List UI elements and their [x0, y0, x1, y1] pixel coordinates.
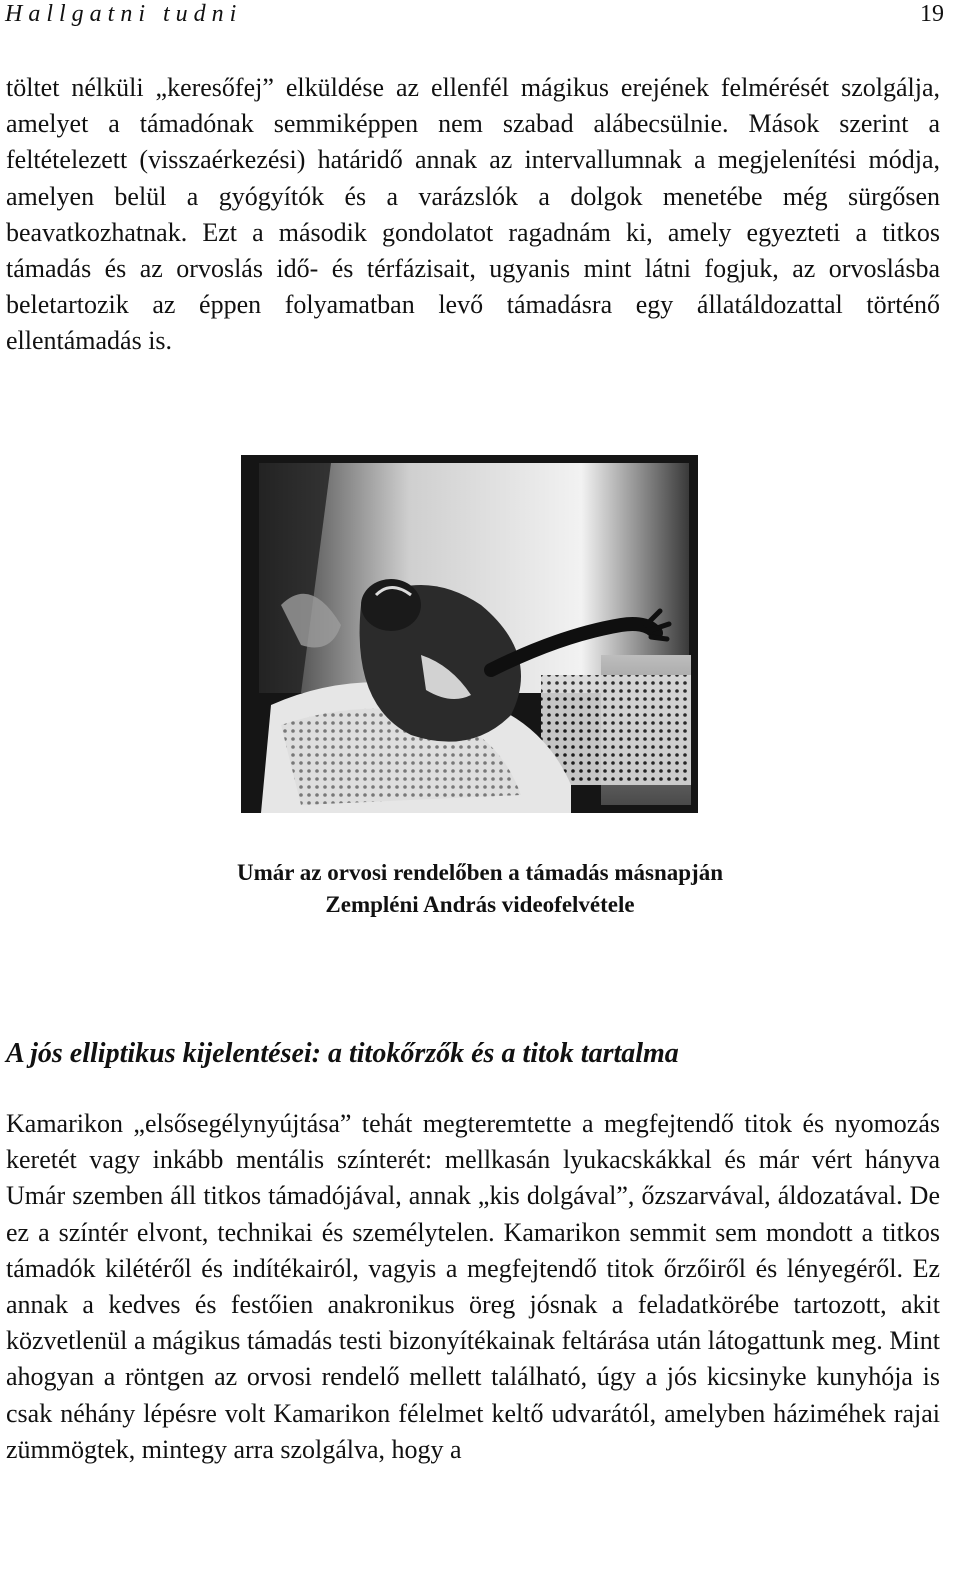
running-title: Hallgatni tudni [5, 1, 243, 27]
running-head [5, 0, 944, 32]
body-paragraph-1: töltet nélküli „keresőfej” elküldése az ellenfél mágikus erejének felmérését szolgálja, amelyet a támadónak semmiképpen nem szabad alábecsülnie. Mások szerint a feltételezett (visszaérkezési) határidő annak az intervallumnak a megjelenítési módja, amelyen belül a gyógyítók és a varázslók a dolgok menetébe még sürgősen beavatkozhatnak. Ezt a második gondolatot ragadnám ki, amely egyezteti a titkos támadás és az orvoslás idő- és térfázisait, ugyanis mint látni fogjuk, az orvoslásba beletartozik az éppen folyamatban levő támadásra egy állatáldozattal történő ellentámadás is. [6, 73, 940, 356]
video-still-photo [241, 455, 698, 813]
figure-caption-line-1: Umár az orvosi rendelőben a támadás másnapján [237, 860, 723, 885]
photo-illustration [241, 455, 698, 813]
page-number: 19 [920, 1, 944, 27]
section-heading: A jós elliptikus kijelentései: a titokőrzők és a titok tartalma [6, 1038, 679, 1069]
body-paragraph-2: Kamarikon „elsősegélynyújtása” tehát megteremtette a megfejtendő titok és nyomozás keretét vagy inkább mentális színterét: mellkasán lyukacskákkal és már vért hányva Umár szemben áll titkos támadójával, annak „kis dolgával”, őzszarvával, áldozatával. De ez a színtér elvont, technikai és személytelen. Kamarikon semmit sem mondott a titkos támadók kilétéről és indítékairól, vagyis a megfejtendő titok őrzőiről és lényegéről. Ez annak a kedves és festőien anakronikus öreg jósnak a feladatkörébe tartozott, akit közvetlenül a mágikus támadás testi bizonyítékainak feltárása után látogattunk meg. Mint ahogyan a röntgen az orvosi rendelő mellett található, úgy a jós kicsinyke kunyhója is csak néhány lépésre volt Kamarikon félelmet keltő udvarától, amelyben háziméhek rajai zümmögtek, mintegy arra szolgálva, hogy a [6, 1109, 940, 1464]
figure-caption-line-2: Zempléni András videofelvétele [325, 892, 635, 917]
